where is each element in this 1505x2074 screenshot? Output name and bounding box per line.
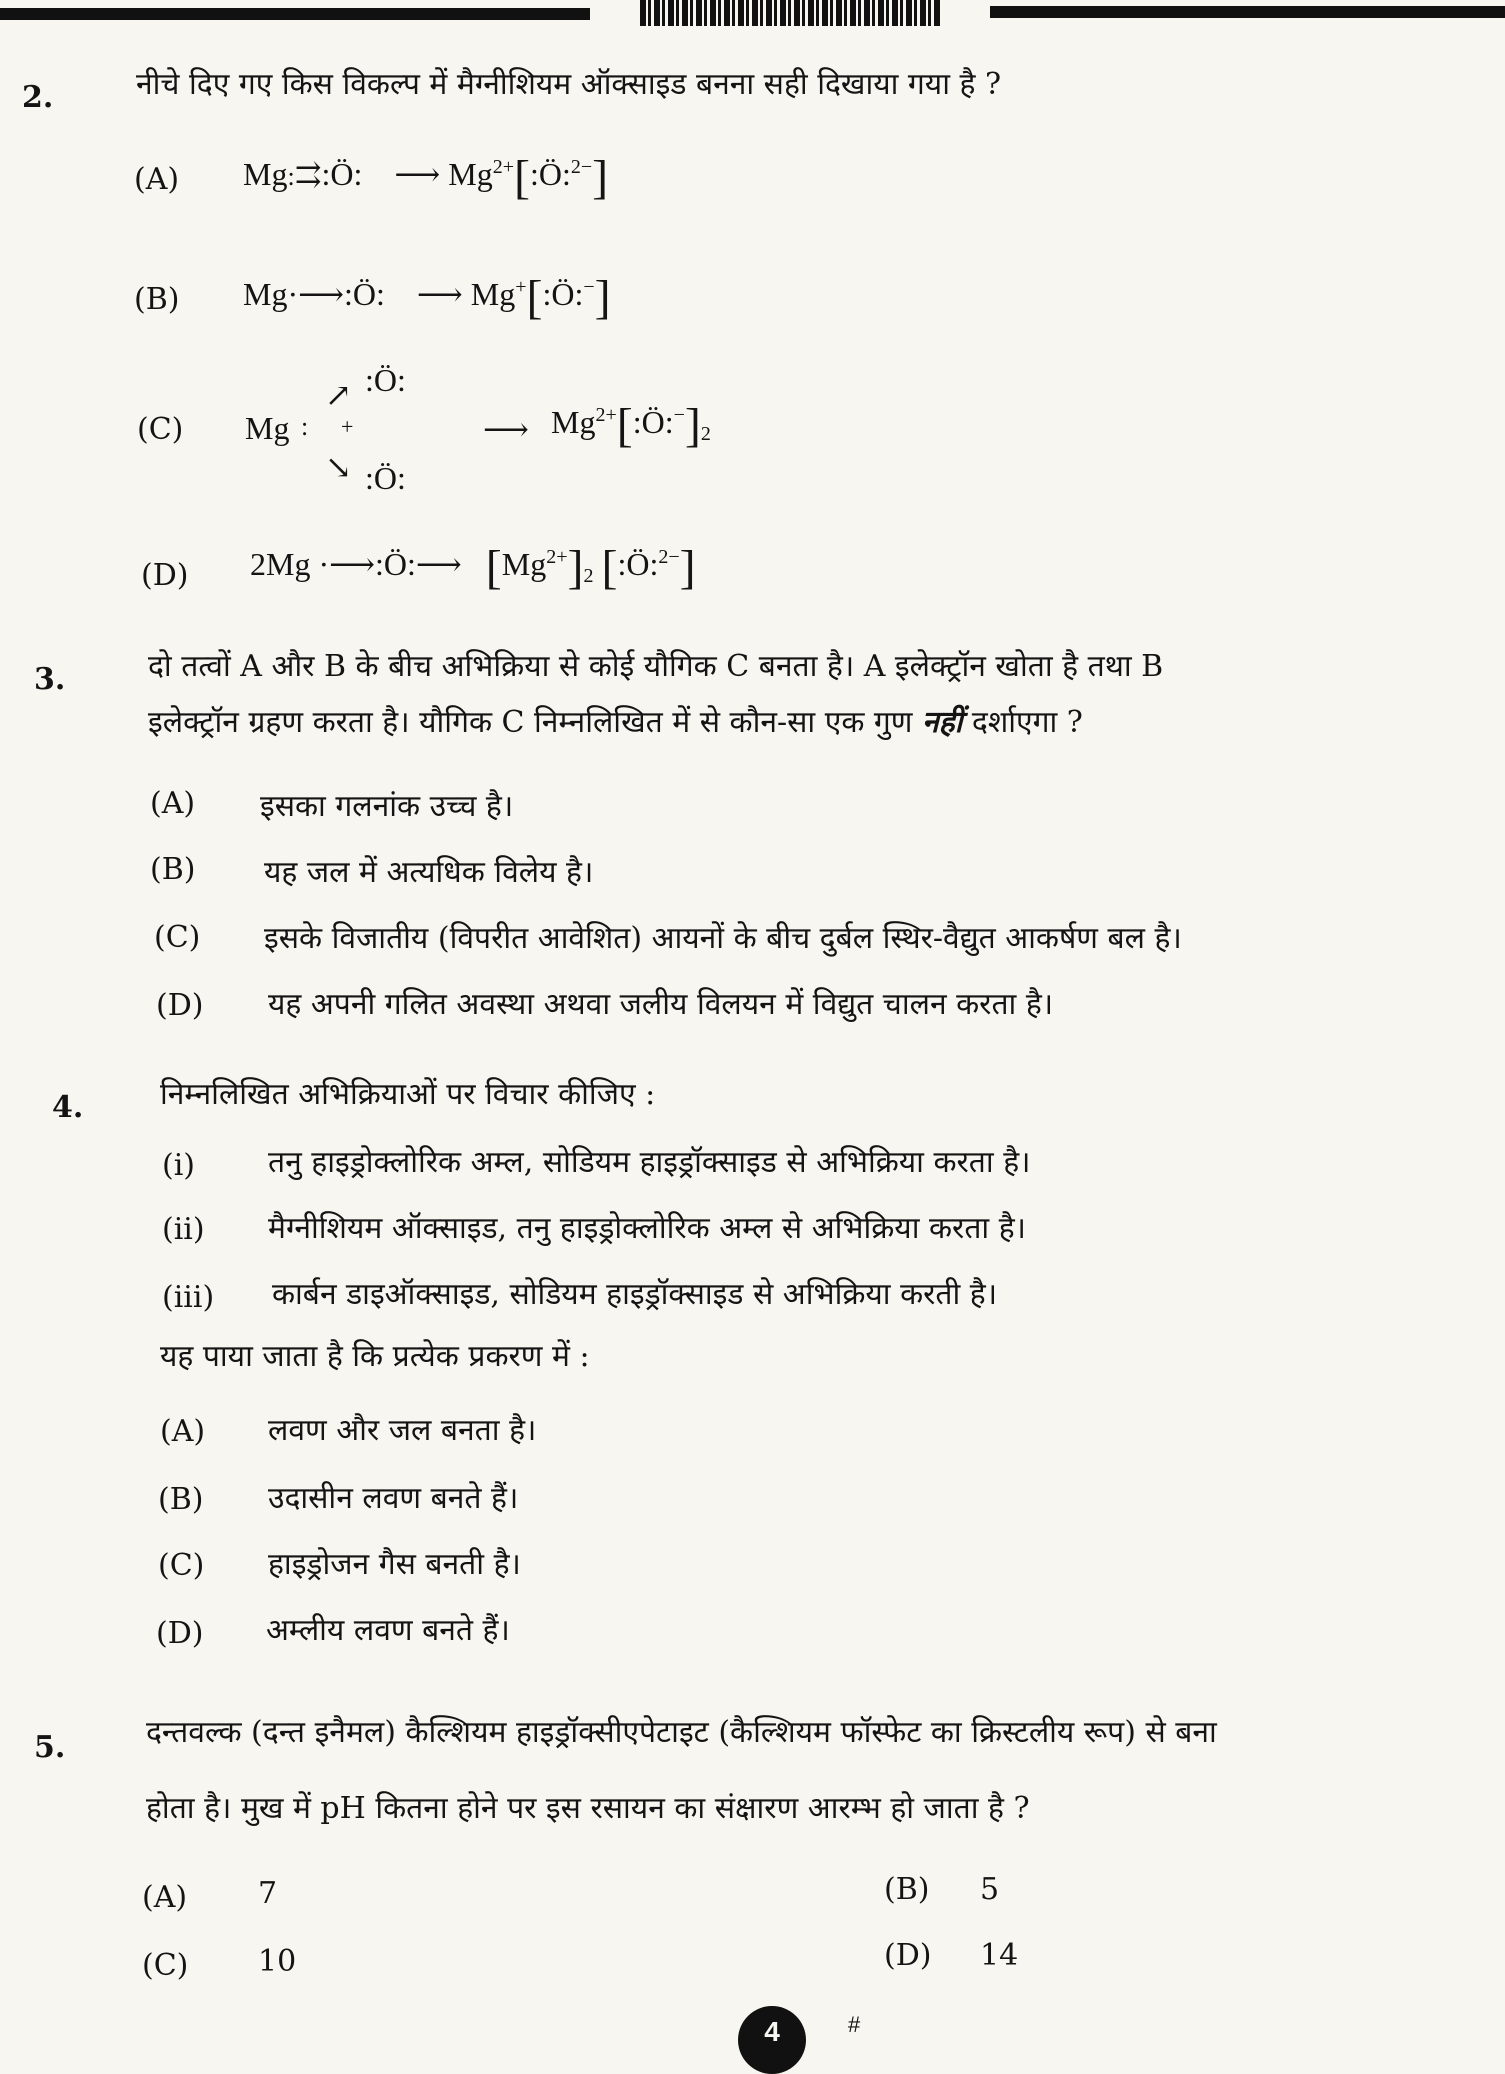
q2-option-c-equation[interactable] [245,362,845,502]
q2-b-reaction-arrow-icon: ⟶ [416,275,463,312]
q2-a-cation-charge: 2+ [492,156,514,179]
q2-d-oxygen: :Ö: [374,545,416,582]
q4-option-c-text[interactable]: हाइड्रोजन गैस बनती है। [268,1547,521,1582]
q2-b-bracket-open: [ [526,271,543,324]
q2-a-electron-dots: : [287,161,295,191]
q2-d-bracket-close-1: ] [567,541,584,594]
q5-option-c-text[interactable]: 10 [258,1944,297,1979]
q3-option-a-label[interactable]: (A) [150,786,196,821]
q3-option-d-text[interactable]: यह अपनी गलित अवस्था अथवा जलीय विलयन में विद्युत चालन करता है। [268,987,1054,1022]
q2-c-curved-arrow-up-icon: ↗ [325,377,352,413]
q2-c-oxygen-top: :Ö: [365,362,406,398]
q2-option-b-equation[interactable] [243,270,611,325]
q2-b-cation: Mg [470,275,516,312]
q4-option-d-text[interactable]: अम्लीय लवण बनते हैं। [266,1613,510,1648]
q2-c-product [551,398,711,453]
q2-c-anion-charge: − [673,404,685,427]
q2-d-cation-charge: 2+ [546,546,568,569]
q4-option-a-text[interactable]: लवण और जल बनता है। [268,1413,537,1448]
q2-d-bracket-close-2: ] [679,541,696,594]
q2-a-anion-charge: 2− [570,156,593,179]
q5-option-b-label[interactable]: (B) [884,1872,930,1907]
q2-a-lhs: Mg [243,155,288,192]
q2-c-oxygen-bottom: :Ö: [365,460,406,496]
q2-b-anion: :Ö: [542,275,584,312]
q2-c-cation-charge: 2+ [595,404,617,427]
q2-option-b-label[interactable]: (B) [134,282,180,317]
q5-option-a-label[interactable]: (A) [142,1880,188,1915]
page-number-badge [738,2006,806,2074]
q4-number: 4. [52,1090,84,1125]
q2-d-anion: :Ö: [617,545,659,582]
q2-option-d-equation[interactable] [250,540,696,595]
q2-c-anion: :Ö: [632,403,674,440]
top-rule-right [990,6,1505,18]
q3-line2-emphasis: नहीं [922,705,963,740]
q4-option-b-text[interactable]: उदासीन लवण बनते हैं। [268,1481,519,1516]
q2-b-oxygen: :Ö: [343,275,385,312]
q3-line2-part1: इलेक्ट्रॉन ग्रहण करता है। यौगिक C निम्नलिखित में से कौन-सा एक गुण [148,705,923,740]
q4-item-i-label: (i) [162,1148,196,1183]
q3-line2-part2: दर्शाएगा ? [962,705,1083,740]
q3-option-c-text[interactable]: इसके विजातीय (विपरीत आवेशित) आयनों के बीच दुर्बल स्थिर-वैद्युत आकर्षण बल है। [264,921,1182,956]
q5-option-d-label[interactable]: (D) [884,1938,932,1973]
q2-a-reaction-arrow-icon: ⟶ [394,155,441,192]
q2-c-lhs: Mg [245,410,290,446]
q4-item-iii-text: कार्बन डाइऑक्साइड, सोडियम हाइड्रॉक्साइड से अभिक्रिया करती है। [272,1277,998,1312]
q2-a-bracket-close: ] [592,151,609,204]
q2-b-lhs: Mg [243,275,288,312]
q3-option-b-label[interactable]: (B) [150,852,196,887]
q2-b-arrow-icon: ·⟶ [287,275,344,312]
q4-item-i-text: तनु हाइड्रोक्लोरिक अम्ल, सोडियम हाइड्रॉक्साइड से अभिक्रिया करता है। [268,1145,1031,1180]
q2-c-cation: Mg [551,403,596,440]
q2-a-arrow-icon: ⇉ [294,155,322,192]
q4-text: निम्नलिखित अभिक्रियाओं पर विचार कीजिए : [160,1077,656,1112]
q4-stem: यह पाया जाता है कि प्रत्येक प्रकरण में : [160,1339,590,1374]
q3-line2 [148,705,1083,740]
q5-number: 5. [34,1730,66,1765]
q4-item-ii-label: (ii) [162,1212,205,1247]
q4-item-ii-text: मैग्नीशियम ऑक्साइड, तनु हाइड्रोक्लोरिक अम्ल से अभिक्रिया करता है। [268,1211,1027,1246]
q2-option-d-label[interactable]: (D) [141,558,189,593]
q2-c-reaction-arrow-icon: ⟶ [483,411,529,447]
q2-a-bracket-open: [ [514,151,530,204]
q5-option-d-text[interactable]: 14 [980,1938,1019,1973]
q2-b-cation-charge: + [515,276,527,299]
q2-a-cation: Mg [448,155,493,192]
q3-line1: दो तत्वों A और B के बीच अभिक्रिया से कोई यौगिक C बनता है। A इलेक्ट्रॉन खोता है तथा B [148,649,1164,684]
q2-option-a-equation[interactable] [243,150,608,205]
q2-d-lhs: 2Mg [250,545,311,582]
q4-option-d-label[interactable]: (D) [156,1616,204,1651]
q3-option-d-label[interactable]: (D) [156,988,204,1023]
q4-option-c-label[interactable]: (C) [158,1548,205,1583]
q2-d-bracket-open-2: [ [601,541,618,594]
q2-c-curved-arrow-down-icon: ↘ [325,449,352,485]
q2-text: नीचे दिए गए किस विकल्प में मैग्नीशियम ऑक्साइड बनना सही दिखाया गया है ? [136,67,1002,102]
q2-d-anion-charge: 2− [658,546,680,569]
q4-option-a-label[interactable]: (A) [160,1414,206,1449]
top-rule-left [0,8,590,20]
q2-number: 2. [22,80,54,115]
page-number: 4 [764,2016,780,2047]
q5-option-c-label[interactable]: (C) [142,1948,189,1983]
q2-c-bracket-close: ] [684,399,701,452]
q5-option-b-text[interactable]: 5 [980,1872,1000,1907]
q2-a-oxygen: :Ö: [321,155,363,192]
q2-c-subscript: 2 [700,423,711,446]
q3-option-b-text[interactable]: यह जल में अत्यधिक विलेय है। [264,855,594,890]
q2-c-plus: + [341,414,354,439]
q2-option-a-label[interactable]: (A) [134,162,180,197]
q2-d-cation: Mg [501,545,547,582]
footer-hash-icon: # [848,2012,861,2037]
q2-c-electron-dots: : [301,412,309,441]
q4-item-iii-label: (iii) [162,1280,215,1315]
q2-d-arrow-icon: ·⟶ [318,545,375,582]
q3-option-c-label[interactable]: (C) [154,920,201,955]
q5-line1: दन्तवल्क (दन्त इनैमल) कैल्शियम हाइड्रॉक्सीएपेटाइट (कैल्शियम फॉस्फेट का क्रिस्टलीय रूप) से बना [146,1715,1217,1750]
q2-d-bracket-open-1: [ [485,541,502,594]
q3-number: 3. [34,662,66,697]
barcode [640,0,940,26]
q2-b-anion-charge: − [583,276,595,299]
q2-d-subscript: 2 [583,565,594,588]
q2-b-bracket-close: ] [594,271,611,324]
q2-a-anion: :Ö: [529,155,571,192]
q4-option-b-label[interactable]: (B) [158,1482,204,1517]
q2-option-c-label[interactable]: (C) [137,412,184,447]
q5-option-a-text[interactable]: 7 [258,1876,278,1911]
q3-option-a-text[interactable]: इसका गलनांक उच्च है। [260,789,514,824]
q2-d-reaction-arrow-icon: ⟶ [415,545,462,582]
q5-line2: होता है। मुख में pH कितना होने पर इस रसायन का संक्षारण आरम्भ हो जाता है ? [146,1791,1030,1826]
q2-c-bracket-open: [ [616,399,633,452]
